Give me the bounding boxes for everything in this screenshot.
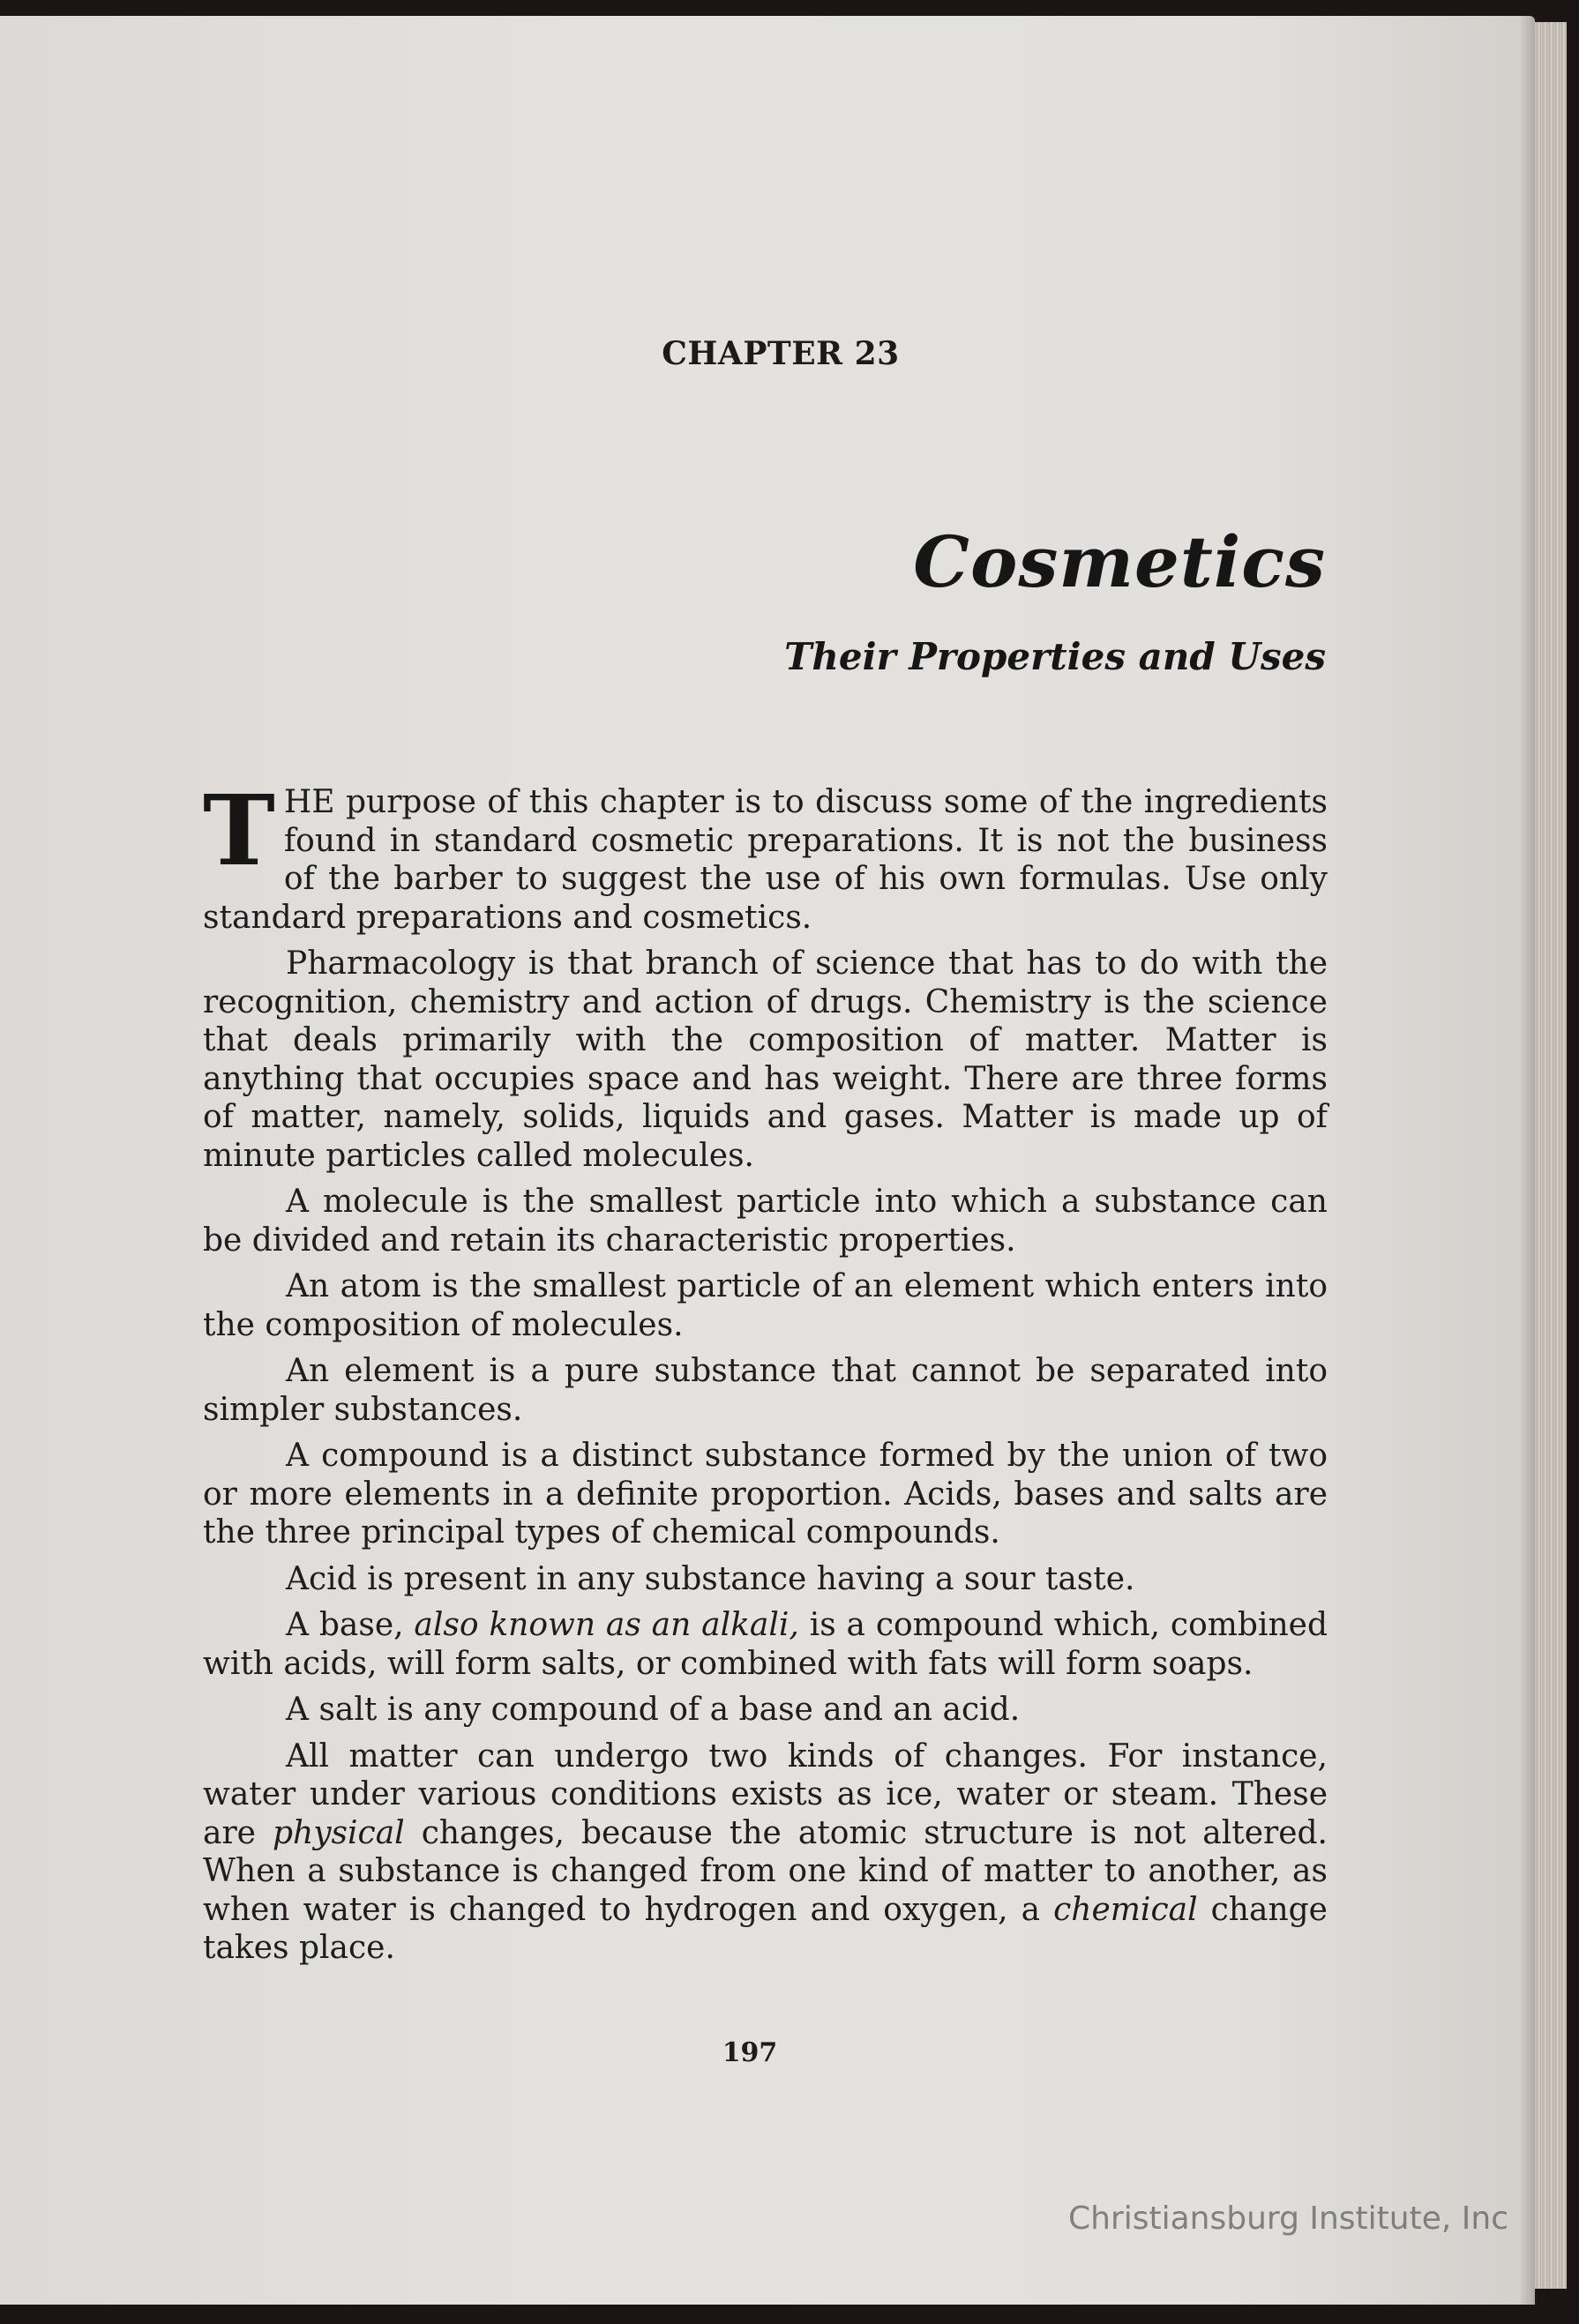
- paragraph-atom: An atom is the smallest particle of an element which enters into the composition of molecules.: [203, 1268, 1328, 1343]
- paragraph-element: An element is a pure substance that cannot be separated into simpler substances.: [203, 1353, 1328, 1428]
- paragraph-pharmacology: Pharmacology is that branch of science that has to do with the recognition, chemistry and action of drugs. Chemistry is the science that deals primarily with the composition of matter. Matter is anything that occupies space and has weight. There are three forms of matter, namely, solids, liquids and gases. Matter is made up of minute particles called molecules.: [203, 945, 1328, 1174]
- paragraph-compound: A compound is a distinct substance formed by the union of two or more elements in a definite proportion. Acids, bases and salts are the three principal types of chemical compounds.: [203, 1438, 1328, 1551]
- chapter-label: CHAPTER 23: [662, 335, 900, 372]
- drop-cap: T: [203, 773, 275, 887]
- watermark: Christiansburg Institute, Inc: [1067, 2201, 1508, 2237]
- paragraph-acid: Acid is present in any substance having a sour taste.: [286, 1560, 1135, 1597]
- paragraph-intro: THE purpose of this chapter is to discuss some of the ingredients found in standard cosmetic preparations. It is not the business of the barber to suggest the use of his own formulas. Use only standard preparations and cosmetics.: [203, 773, 1328, 936]
- body-text: [203, 773, 1328, 1976]
- chapter-title: Cosmetics: [913, 520, 1326, 603]
- paragraph-base: A base, also known as an alkali, is a compound which, combined with acids, will form salts, or combined with fats will form soaps.: [203, 1607, 1328, 1682]
- paragraph-salt: A salt is any compound of a base and an acid.: [286, 1692, 1021, 1728]
- chapter-subtitle: Their Properties and Uses: [784, 635, 1326, 678]
- page-number: 197: [722, 2037, 778, 2068]
- paragraph-molecule: A molecule is the smallest particle into which a substance can be divided and retain its characteristic properties.: [203, 1184, 1328, 1259]
- paragraph-changes: All matter can undergo two kinds of changes. For instance, water under various conditions exists as ice, water or steam. These are physical changes, because the atomic structure is not altered. When a substance is changed from one kind of matter to another, as when water is changed to hydrogen and oxygen, a chemical change takes place.: [203, 1737, 1328, 1966]
